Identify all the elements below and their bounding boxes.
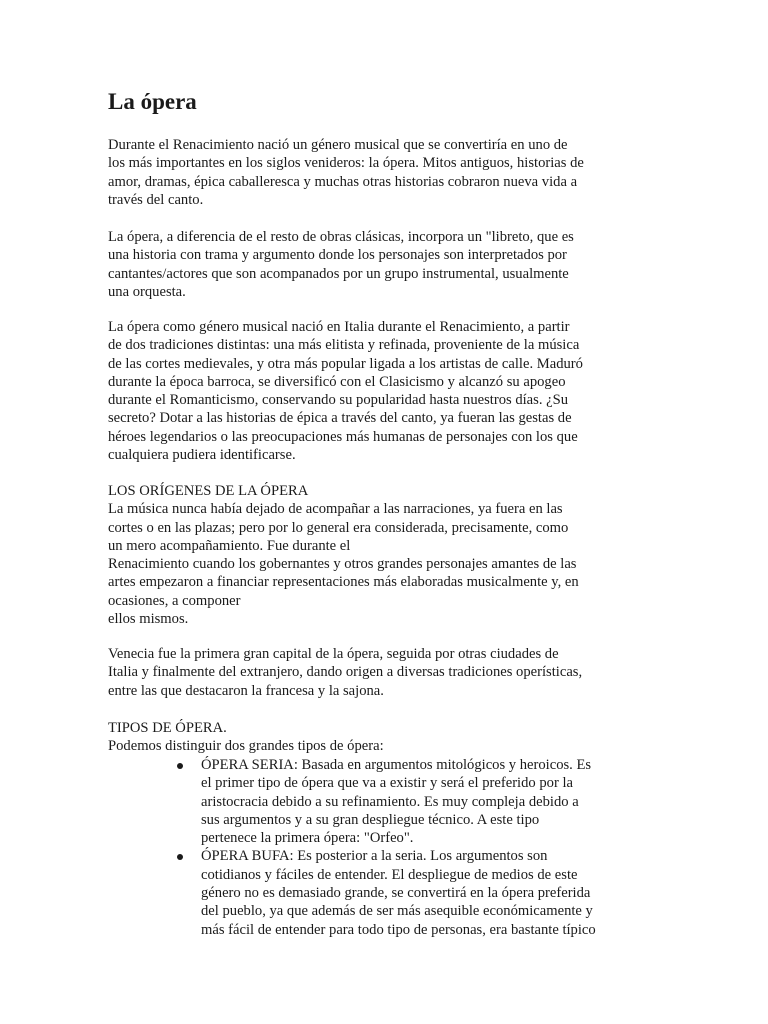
section-origins [108,482,660,628]
types-list [108,756,660,939]
paragraph-line: ellos mismos. [108,611,189,628]
paragraph-line: de dos tradiciones distintas: una más elitista y refinada, proveniente de la música [108,337,580,354]
paragraph-line: una historia con trama y argumento donde los personajes son interpretados por [108,247,567,264]
types-intro: Podemos distinguir dos grandes tipos de ópera: [108,738,384,755]
list-item-line: cotidianos y fáciles de entender. El despliegue de medios de este [201,866,578,883]
paragraph-line: La música nunca había dejado de acompañar a las narraciones, ya fuera en las [108,501,563,518]
paragraph-line: un mero acompañamiento. Fue durante el [108,537,351,554]
paragraph-libreto [108,228,660,301]
list-item-line: pertenece la primera ópera: "Orfeo". [201,830,414,847]
paragraph-intro [108,136,660,209]
paragraph-line: durante el Romanticismo, conservando su popularidad hasta nuestros días. ¿Su [108,392,569,409]
paragraph-line: Italia y finalmente del extranjero, dando origen a diversas tradiciones operísticas, [108,664,583,681]
list-item-line: ÓPERA SERIA: Basada en argumentos mitológicos y heroicos. Es [201,757,592,773]
list-item-line: sus argumentos y a su gran despliegue técnico. A este tipo [201,811,540,828]
list-item-line: género no es demasiado grande, se convertirá en la ópera preferida [201,885,591,902]
document-title: La ópera [108,89,197,114]
paragraph-line: los más importantes en los siglos venideros: la ópera. Mitos antiguos, historias de [108,155,584,172]
paragraph-line: Renacimiento cuando los gobernantes y otros grandes personajes amantes de las [108,556,577,573]
list-item-line: el primer tipo de ópera que va a existir y será el preferido por la [201,775,573,792]
list-item-line: aristocracia debido a su refinamiento. Es muy compleja debido a [201,793,579,810]
paragraph-history [108,318,660,464]
list-item [108,756,660,847]
paragraph-line: Venecia fue la primera gran capital de la ópera, seguida por otras ciudades de [108,646,559,662]
paragraph-line: ocasiones, a componer [108,592,241,609]
paragraph-line: durante la época barroca, se diversificó con el Clasicismo y alcanzó su apogeo [108,373,566,390]
paragraph-line: cualquiera pudiera identificarse. [108,447,296,464]
section-types [108,719,660,756]
list-item-line: más fácil de entender para todo tipo de personas, era bastante típico [201,921,596,938]
section-heading-types: TIPOS DE ÓPERA. [108,720,227,736]
paragraph-line: La ópera como género musical nació en Italia durante el Renacimiento, a partir [108,319,570,335]
paragraph-venice [108,645,660,700]
bullet-icon [177,854,183,860]
list-item-line: del pueblo, ya que además de ser más asequible económicamente y [201,903,593,920]
paragraph-line: de las cortes medievales, y otra más popular ligada a los artistas de calle. Maduró [108,355,583,372]
bullet-icon [177,763,183,769]
paragraph-line: cortes o en las plazas; pero por lo general era considerada, precisamente, como [108,519,569,536]
section-heading-origins: LOS ORÍGENES DE LA ÓPERA [108,483,309,499]
paragraph-line: secreto? Dotar a las historias de épica a través del canto, ya fueran las gestas de [108,410,572,427]
paragraph-line: Durante el Renacimiento nació un género musical que se convertiría en uno de [108,137,568,153]
paragraph-line: La ópera, a diferencia de el resto de obras clásicas, incorpora un "libreto, que es [108,229,574,245]
paragraph-line: través del canto. [108,191,204,208]
paragraph-line: héroes legendarios o las preocupaciones más humanas de personajes con los que [108,428,578,445]
list-item-line: ÓPERA BUFA: Es posterior a la seria. Los argumentos son [201,848,548,865]
paragraph-line: artes empezaron a financiar representaciones más elaboradas musicalmente y, en [108,574,579,591]
paragraph-line: entre las que destacaron la francesa y la sajona. [108,682,384,699]
list-item [108,847,660,938]
paragraph-line: amor, dramas, épica caballeresca y muchas otras historias cobraron nueva vida a [108,173,578,190]
paragraph-line: cantantes/actores que son acompanados por un grupo instrumental, usualmente [108,265,569,282]
paragraph-line: una orquesta. [108,283,186,300]
